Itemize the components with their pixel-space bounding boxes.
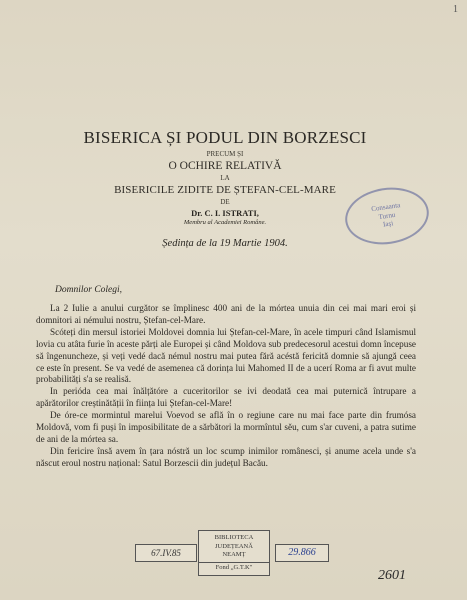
document-title: BISERICA ȘI PODUL DIN BORZESCI (83, 128, 367, 147)
paragraph: Din fericire însă avem în țara nóstră un loc scump inimilor românesci, și anume acela unde s'a născut eroul nostru național: Satul Borzescii din județul Bacău. (36, 445, 416, 468)
library-stamp (198, 530, 270, 576)
stamp-line: Iași (382, 219, 394, 229)
greeting: Domnilor Colegi, (55, 285, 123, 295)
page-number: 1 (453, 4, 458, 15)
paragraph: Scóteți din mersul istoriei Moldovei domnia lui Ștefan-cel-Mare, în acele timpuri când Islamismul lovia cu atâta furie în aceste părți ale Europei și când Moldova sub predecesorul acestui domn începuse să îngenuncheze, și veți vedé dacă némul nostru mai putea fără acéstă fericită domnie să ajungă ceea ce este în present. Se va vedé de asemenea că dorința lui Mahomed II de a ucerí Roma ar fi avut multe probabilități s'a se realisă. (36, 326, 416, 385)
inventory-number: 29.866 (275, 544, 329, 562)
de-line: DE (220, 198, 230, 206)
body-text (36, 303, 416, 470)
document-subtitle: O OCHIRE RELATIVĂ (168, 160, 282, 172)
document-subtitle-2: BISERICILE ZIDITE DE ȘTEFAN-CEL-MARE (114, 184, 336, 196)
stamp-line: Consaanta (370, 201, 401, 214)
library-stamp-line: NEAMȚ (222, 551, 246, 558)
paragraph: De óre-ce mormintul marelui Voevod se află în o regiune care nu mai face parte din frumósa Moldovă, vom fi puși în imposibilitate de a sărbători la mormîntul sĕu, cum s'ar cuveni, a patra sutime de ani de la mórtea sa. (36, 410, 416, 444)
la-line: LA (220, 174, 230, 182)
handwritten-number: 2601 (378, 568, 406, 583)
library-stamp-line: JUDEȚEANĂ (215, 542, 253, 550)
precum-line: PRECUM ȘI (206, 150, 244, 158)
author-name: Dr. C. I. ISTRATI, (191, 208, 259, 218)
acquisition-label: 67.IV.85 (135, 544, 197, 562)
session-date: Ședința de la 19 Martie 1904. (162, 238, 288, 249)
author-affiliation: Membru al Academiei Române. (183, 219, 267, 226)
library-stamp-fond: Fond „G.T.K" (199, 562, 269, 573)
paragraph: In perióda cea mai înălțătóre a cuceritorilor se ivi deodată cea mai puternică întrupare a apărătorilor creștinătății în ființa lui Ștefan-cel-Mare! (36, 386, 416, 409)
stamp-line: Turnu (378, 210, 396, 221)
library-stamp-line: BIBLIOTECA (214, 534, 254, 541)
paragraph: La 2 Iulie a anului curgător se împlinesc 400 ani de la mórtea unuia din cei mai mari eroi și domnitori ai némului nostru, Ștefan-cel-Mare. (36, 303, 416, 325)
